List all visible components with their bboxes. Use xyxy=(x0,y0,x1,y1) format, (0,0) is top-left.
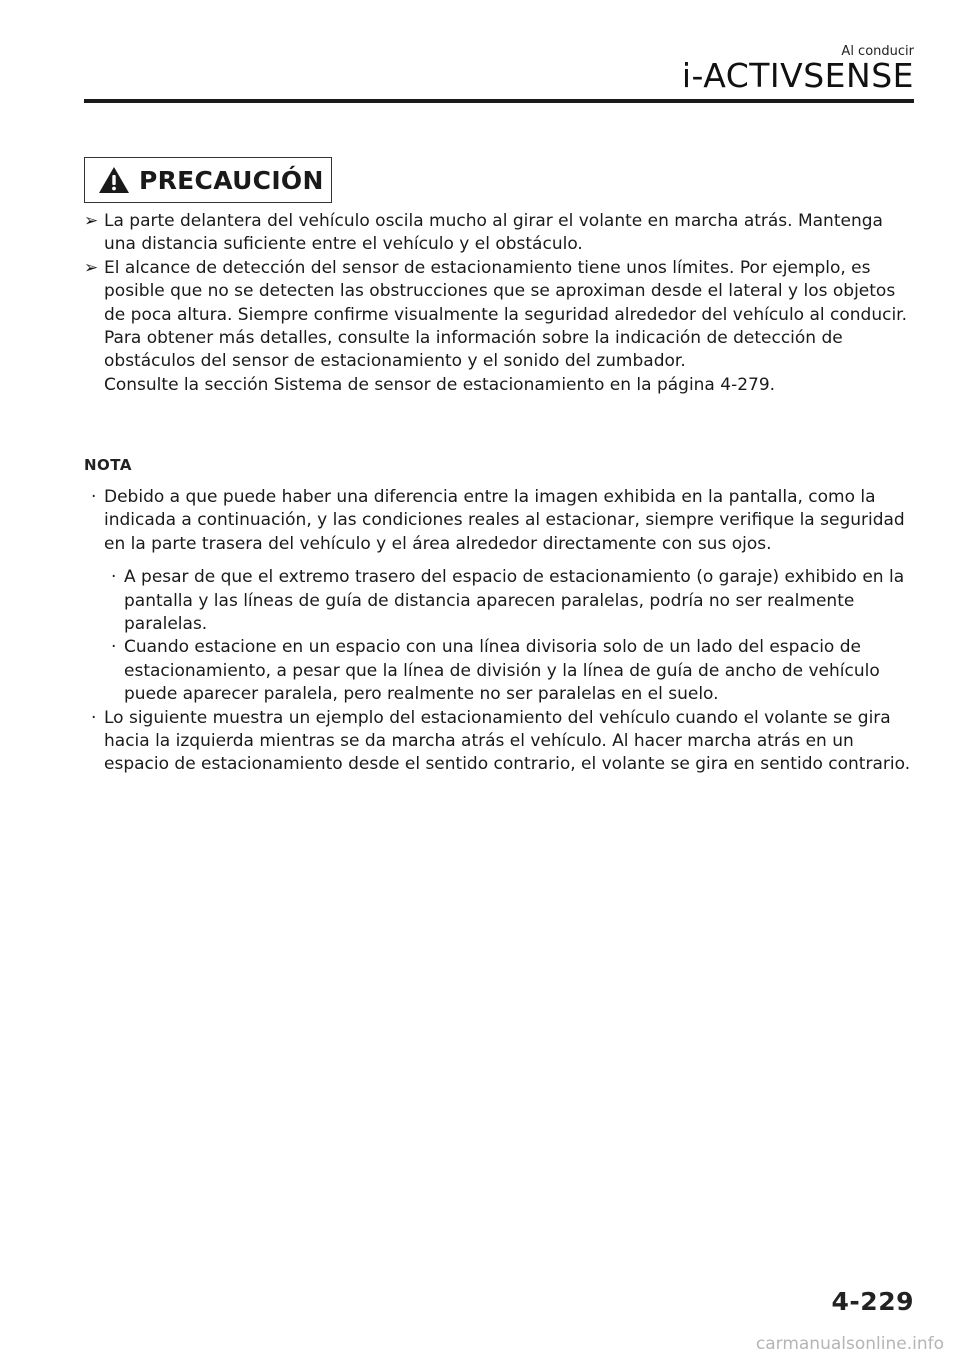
nota-item xyxy=(84,707,920,777)
header-rule xyxy=(84,99,914,103)
nota-subitem-text: Cuando estacione en un espacio con una línea divisoria solo de un lado del espacio de estacionamiento, a pesar que la línea de división y la línea de guía de ancho de vehículo puede aparecer paralela, pero realmente no ser paralelas en el suelo. xyxy=(124,637,880,705)
header-title: i-ACTIVSENSE xyxy=(681,56,914,95)
bullet-dot-icon: · xyxy=(91,487,97,507)
bullet-dot-icon: · xyxy=(111,637,117,658)
bullet-dot-icon: · xyxy=(111,567,117,588)
nota-subitem xyxy=(84,566,920,636)
caution-heading-box xyxy=(84,157,332,203)
arrow-bullet-icon: ➢ xyxy=(84,257,99,278)
caution-item xyxy=(84,257,920,397)
caution-item-reference: Consulte la sección Sistema de sensor de estacionamiento en la página 4-279. xyxy=(104,374,776,395)
watermark-text: carmanualsonline.info xyxy=(755,1334,944,1354)
arrow-bullet-icon: ➢ xyxy=(84,211,99,231)
caution-item-text: El alcance de detección del sensor de estacionamiento tiene unos límites. Por ejemplo, es posible que no se detecten las obstrucciones que se aproximan desde el lateral y los objetos de poca altura. Siempre confirme visualmente la seguridad alrededor del vehículo al conducir. xyxy=(104,257,908,325)
nota-sublist xyxy=(84,566,920,706)
nota-subitem xyxy=(84,636,920,706)
caution-item xyxy=(84,210,920,257)
nota-item xyxy=(84,486,920,556)
page-number: 4-229 xyxy=(831,1287,914,1316)
nota-heading: NOTA xyxy=(84,456,132,474)
nota-item-text: Debido a que puede haber una diferencia entre la imagen exhibida en la pantalla, como la indicada a continuación, y las condiciones reales al estacionar, siempre verifique la seguridad en la parte trasera del vehículo y el área alrededor directamente con sus ojos. xyxy=(104,487,905,554)
caution-item-detail: Para obtener más detalles, consulte la información sobre la indicación de detección de obstáculos del sensor de estacionamiento y el sonido del zumbador. xyxy=(104,328,843,372)
nota-subitem-text: A pesar de que el extremo trasero del espacio de estacionamiento (o garaje) exhibido en la pantalla y las líneas de guía de distancia aparecen paralelas, podría no ser realmente paralelas. xyxy=(124,567,905,635)
nota-item-text: Lo siguiente muestra un ejemplo del estacionamiento del vehículo cuando el volante se gira hacia la izquierda mientras se da marcha atrás el vehículo. Al hacer marcha atrás en un espacio de estacionamiento desde el sentido contrario, el volante se gira en sentido contrario. xyxy=(104,707,911,775)
caution-list xyxy=(84,210,920,397)
nota-list xyxy=(84,486,920,777)
header-section-label: Al conducir xyxy=(841,44,914,59)
caution-title: PRECAUCIÓN xyxy=(139,165,324,195)
warning-triangle-icon xyxy=(97,165,131,195)
bullet-dot-icon: · xyxy=(91,707,97,728)
caution-item-text: La parte delantera del vehículo oscila mucho al girar el volante en marcha atrás. Mantenga una distancia suficiente entre el vehículo y el obstáculo. xyxy=(104,211,883,255)
